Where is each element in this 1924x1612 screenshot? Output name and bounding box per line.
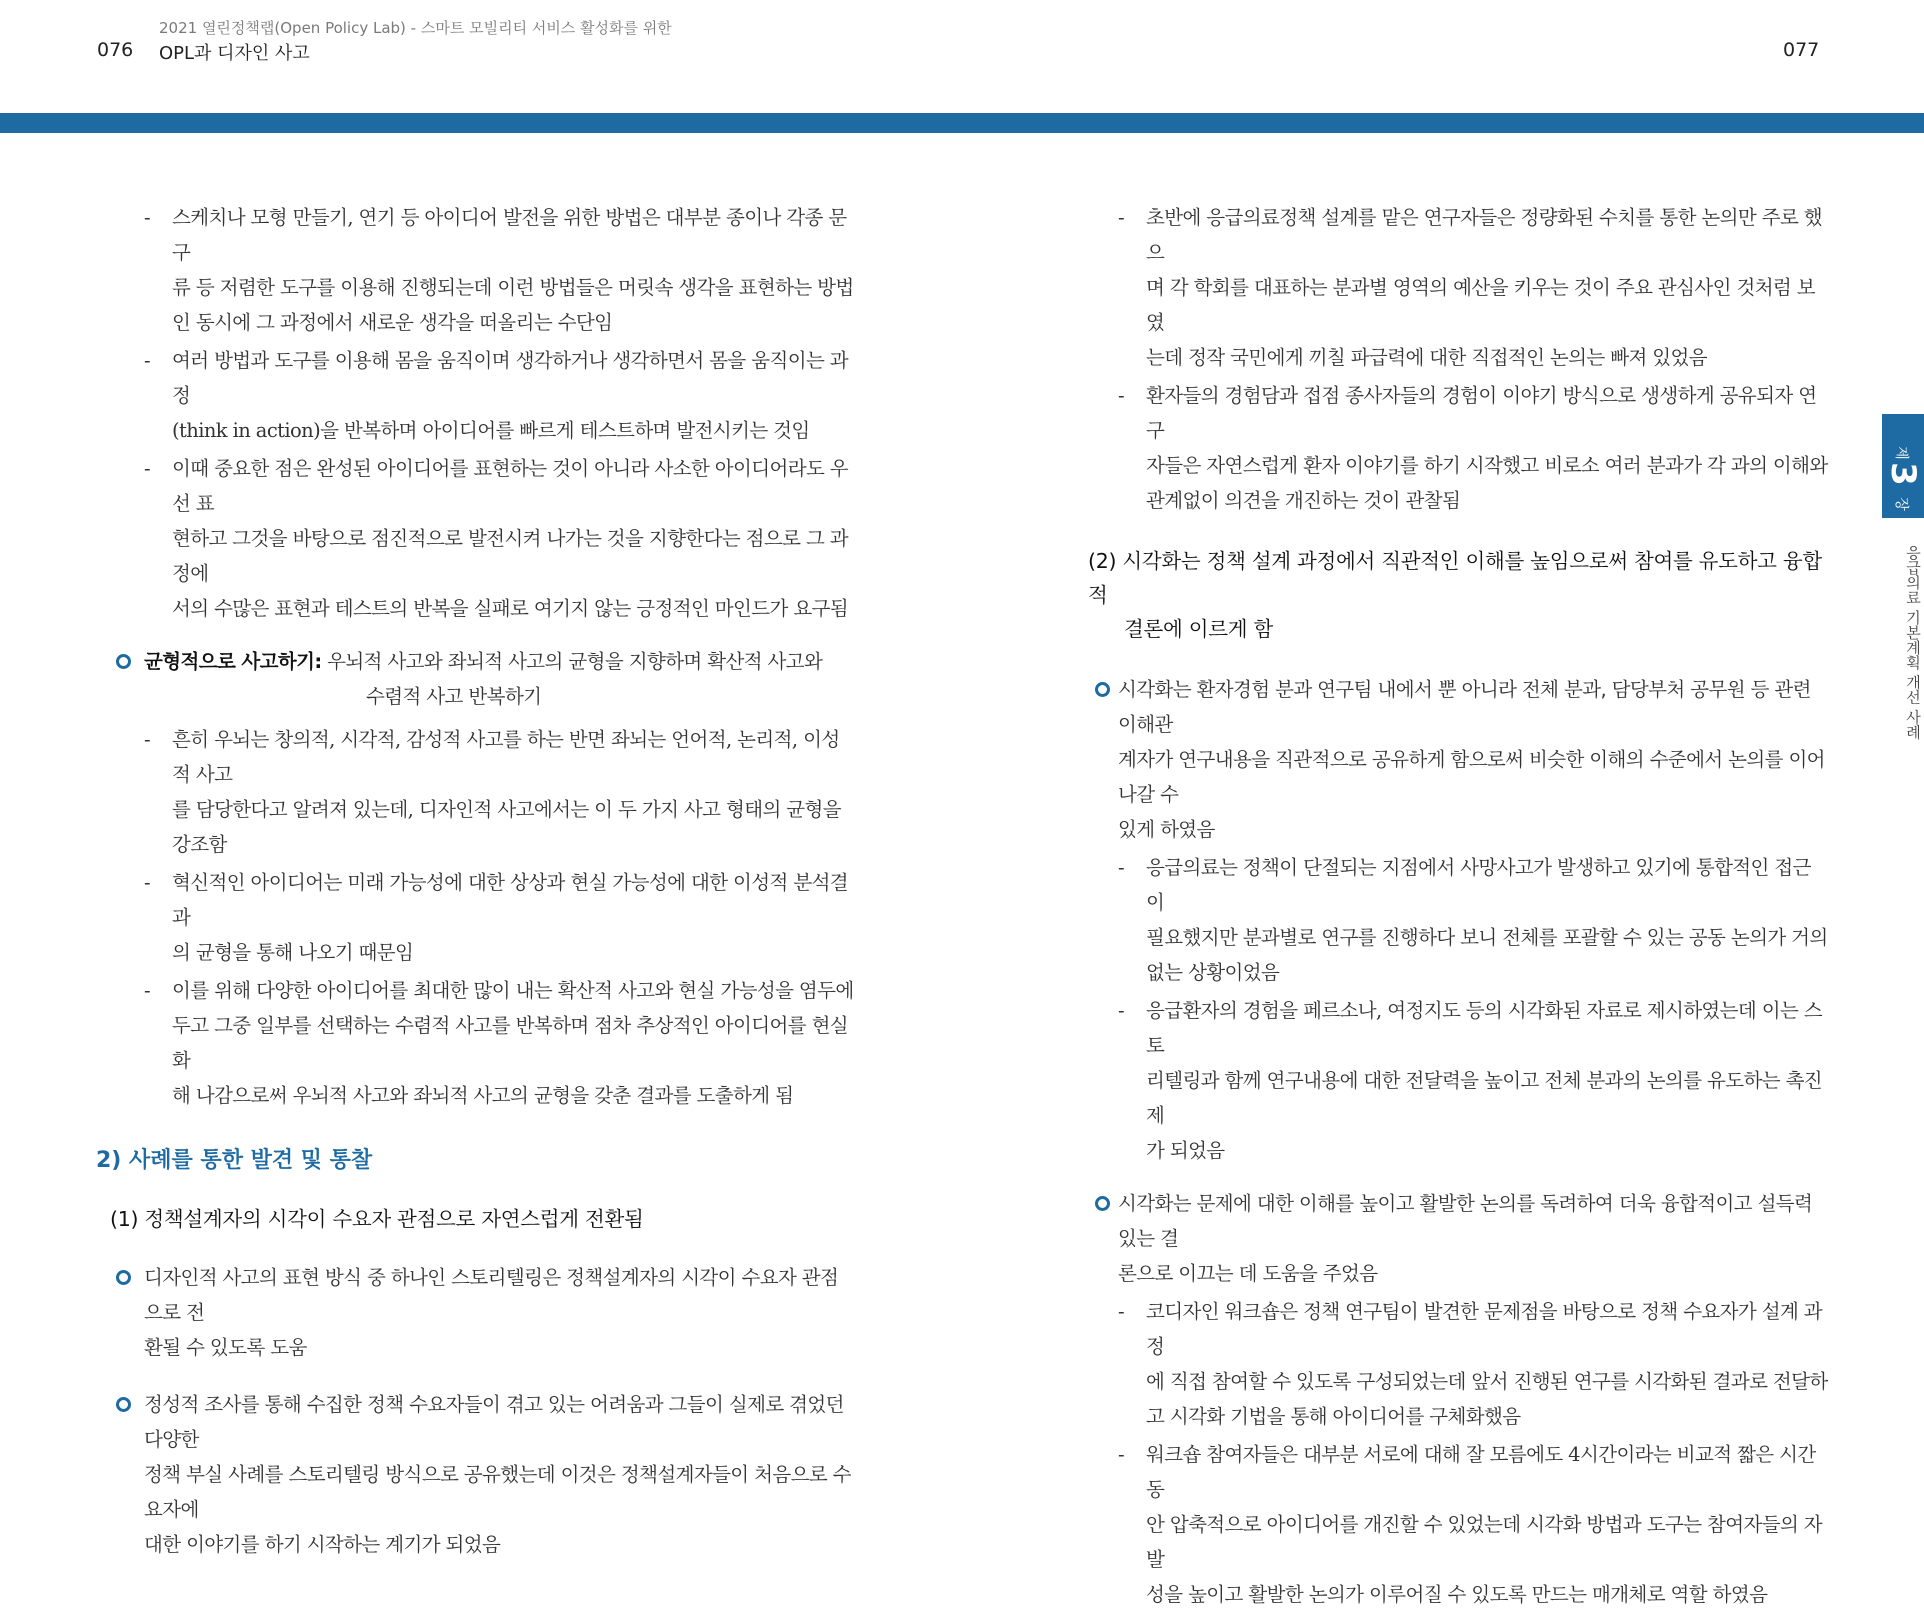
bullet-text: 우뇌적 사고와 좌뇌적 사고의 균형을 지향하며 확산적 사고와 — [327, 650, 823, 673]
dash-item — [1118, 850, 1828, 990]
dash-mark: - — [144, 206, 150, 229]
left-column — [96, 200, 856, 1562]
left-dash-group-b — [96, 722, 856, 1113]
text-line: 코디자인 워크숍은 정책 연구팀이 발견한 문제점을 바탕으로 정책 수요자가 설계 과정 — [1146, 1300, 1823, 1358]
page-number-left: 076 — [97, 39, 134, 61]
dash-item — [1118, 1294, 1828, 1434]
subsection-heading: (1) 정책설계자의 시각이 수요자 관점으로 자연스럽게 전환됨 — [110, 1207, 644, 1231]
dash-mark: - — [1118, 1443, 1124, 1466]
dash-mark: - — [1118, 384, 1124, 407]
dash-item — [1118, 993, 1828, 1168]
dash-item — [1118, 1437, 1828, 1612]
page-number-right: 077 — [1783, 39, 1820, 61]
text-line: 류 등 저렴한 도구를 이용해 진행되는데 이런 방법들은 머릿속 생각을 표현하는 방법 — [172, 276, 854, 299]
text-line: 혁신적인 아이디어는 미래 가능성에 대한 상상과 현실 가능성에 대한 이성적 분석결과 — [172, 871, 849, 929]
dash-item — [144, 722, 856, 862]
bullet-item — [96, 1260, 856, 1365]
circle-bullet-icon — [116, 1397, 131, 1412]
text-line: (think in action)을 반복하며 아이디어를 빠르게 테스트하며 발전시키는 것임 — [172, 419, 810, 442]
subsection-heading — [1088, 544, 1828, 646]
text-line: 며 각 학회를 대표하는 분과별 영역의 예산을 키우는 것이 주요 관심사인 것처럼 보였 — [1146, 276, 1816, 334]
text-line: 여러 방법과 도구를 이용해 몸을 움직이며 생각하거나 생각하면서 몸을 움직이는 과정 — [172, 349, 849, 407]
text-line: 시각화는 환자경험 분과 연구팀 내에서 뿐 아니라 전체 분과, 담당부처 공무원 등 관련 이해관 — [1118, 678, 1811, 736]
text-line: 환자들의 경험담과 접점 종사자들의 경험이 이야기 방식으로 생생하게 공유되자 연구 — [1146, 384, 1817, 442]
text-line: 정책 부실 사례를 스토리텔링 방식으로 공유했는데 이것은 정책설계자들이 처음으로 수요자에 — [144, 1463, 851, 1521]
text-line: 이를 위해 다양한 아이디어를 최대한 많이 내는 확산적 사고와 현실 가능성을 염두에 — [172, 979, 854, 1002]
text-line: 현하고 그것을 바탕으로 점진적으로 발전시켜 나가는 것을 지향한다는 점으로 그 과정에 — [172, 527, 849, 585]
bullet-item — [1088, 1186, 1828, 1291]
right-dash-group-a — [1088, 200, 1828, 518]
chapter-suffix: 장 — [1892, 497, 1909, 511]
text-line: 계자가 연구내용을 직관적으로 공유하게 함으로써 비슷한 이해의 수준에서 논의를 이어나갈 수 — [1118, 748, 1825, 806]
text-line: 리텔링과 함께 연구내용에 대한 전달력을 높이고 전체 분과의 논의를 유도하는 촉진제 — [1146, 1069, 1823, 1127]
right-column — [1088, 200, 1828, 1612]
dash-item — [144, 865, 856, 970]
bullet-item — [1088, 672, 1828, 847]
text-line: 고 시각화 기법을 통해 아이디어를 구체화했음 — [1146, 1405, 1521, 1428]
right-dash-group-c — [1088, 1294, 1828, 1612]
text-line: 를 담당한다고 알려져 있는데, 디자인적 사고에서는 이 두 가지 사고 형태의 균형을 강조함 — [172, 798, 842, 856]
dash-item — [144, 973, 856, 1113]
left-dash-group-a — [96, 200, 856, 626]
text-line: 두고 그중 일부를 선택하는 수렴적 사고를 반복하며 점차 추상적인 아이디어를 현실화 — [172, 1014, 849, 1072]
dash-mark: - — [1118, 999, 1124, 1022]
text-line: 환될 수 있도록 도움 — [144, 1336, 307, 1359]
subsection-line: 결론에 이르게 함 — [1124, 617, 1273, 641]
text-line: 워크숍 참여자들은 대부분 서로에 대해 잘 모름에도 4시간이라는 비교적 짧은 시간 동 — [1146, 1443, 1816, 1501]
chapter-tab — [1882, 414, 1924, 518]
text-line: 서의 수많은 표현과 테스트의 반복을 실패로 여기지 않는 긍정적인 마인드가 요구됨 — [172, 597, 849, 620]
dash-mark: - — [1118, 856, 1124, 879]
text-line: 는데 정작 국민에게 끼칠 파급력에 대한 직접적인 논의는 빠져 있었음 — [1146, 346, 1708, 369]
chapter-number: 3 — [1882, 462, 1923, 486]
circle-bullet-icon — [1095, 1196, 1110, 1211]
dash-mark: - — [1118, 1300, 1124, 1323]
text-line: 있게 하였음 — [1118, 818, 1215, 841]
text-line: 인 동시에 그 과정에서 새로운 생각을 떠올리는 수단임 — [172, 311, 613, 334]
text-line: 성을 높이고 활발한 논의가 이루어질 수 있도록 만드는 매개체로 역할 하였음 — [1146, 1583, 1768, 1606]
dash-item — [144, 343, 856, 448]
text-line: 응급의료는 정책이 단절되는 지점에서 사망사고가 발생하고 있기에 통합적인 접근이 — [1146, 856, 1811, 914]
text-line: 론으로 이끄는 데 도움을 주었음 — [1118, 1262, 1378, 1285]
side-chapter-label: 응급의료 기본계획 개선 사례 — [1904, 545, 1922, 740]
text-line: 자들은 자연스럽게 환자 이야기를 하기 시작했고 비로소 여러 분과가 각 과의 이해와 — [1146, 454, 1828, 477]
text-line: 대한 이야기를 하기 시작하는 계기가 되었음 — [144, 1533, 501, 1556]
circle-bullet-icon — [1095, 682, 1110, 697]
dash-item — [1118, 200, 1828, 375]
right-dash-group-b — [1088, 850, 1828, 1168]
text-line: 수렴적 사고 반복하기 — [366, 685, 542, 708]
bullet-lead: 균형적으로 사고하기: — [144, 650, 322, 673]
chapter-prefix: 제 — [1892, 446, 1909, 460]
header-title: OPL과 디자인 사고 — [159, 43, 310, 64]
subsection-line: (2) 시각화는 정책 설계 과정에서 직관적인 이해를 높임으로써 참여를 유도하고 융합적 — [1088, 549, 1822, 607]
dash-item — [144, 451, 856, 626]
dash-mark: - — [144, 349, 150, 372]
text-line: 의 균형을 통해 나오기 때문임 — [172, 941, 414, 964]
text-line: 에 직접 참여할 수 있도록 구성되었는데 앞서 진행된 연구를 시각화된 결과로 전달하 — [1146, 1370, 1828, 1393]
text-line: 흔히 우뇌는 창의적, 시각적, 감성적 사고를 하는 반면 좌뇌는 언어적, 논리적, 이성적 사고 — [172, 728, 840, 786]
text-line: 관계없이 의견을 개진하는 것이 관찰됨 — [1146, 489, 1461, 512]
text-line — [144, 644, 856, 679]
dash-mark: - — [144, 457, 150, 480]
text-line: 시각화는 문제에 대한 이해를 높이고 활발한 논의를 독려하여 더욱 융합적이고 설득력 있는 결 — [1118, 1192, 1813, 1250]
dash-item — [1118, 378, 1828, 518]
dash-mark: - — [144, 979, 150, 1002]
text-line: 안 압축적으로 아이디어를 개진할 수 있었는데 시각화 방법과 도구는 참여자들의 자발 — [1146, 1513, 1823, 1571]
text-line: 디자인적 사고의 표현 방식 중 하나인 스토리텔링은 정책설계자의 시각이 수요자 관점으로 전 — [144, 1266, 839, 1324]
text-line: 초반에 응급의료정책 설계를 맡은 연구자들은 정량화된 수치를 통한 논의만 주로 했으 — [1146, 206, 1823, 264]
balance-bullet — [96, 644, 856, 714]
text-line: 없는 상황이었음 — [1146, 961, 1280, 984]
bullet-item — [96, 1387, 856, 1562]
text-line: 응급환자의 경험을 페르소나, 여정지도 등의 시각화된 자료로 제시하였는데 이는 스토 — [1146, 999, 1823, 1057]
text-line: 해 나감으로써 우뇌적 사고와 좌뇌적 사고의 균형을 갖춘 결과를 도출하게 됨 — [172, 1084, 794, 1107]
circle-bullet-icon — [116, 1270, 131, 1285]
circle-bullet-icon — [116, 654, 131, 669]
text-line: 가 되었음 — [1146, 1139, 1225, 1162]
text-line: 이때 중요한 점은 완성된 아이디어를 표현하는 것이 아니라 사소한 아이디어라도 우선 표 — [172, 457, 849, 515]
text-line: 스케치나 모형 만들기, 연기 등 아이디어 발전을 위한 방법은 대부분 종이나 각종 문구 — [172, 206, 847, 264]
dash-mark: - — [144, 871, 150, 894]
header-subtitle: 2021 열린정책랩(Open Policy Lab) - 스마트 모빌리티 서비스 활성화를 위한 — [159, 19, 672, 37]
text-line: 필요했지만 분과별로 연구를 진행하다 보니 전체를 포괄할 수 있는 공동 논의가 거의 — [1146, 926, 1828, 949]
header-band — [0, 113, 1924, 133]
dash-mark: - — [1118, 206, 1124, 229]
text-line: 정성적 조사를 통해 수집한 정책 수요자들이 겪고 있는 어려움과 그들이 실제로 겪었던 다양한 — [144, 1393, 844, 1451]
dash-mark: - — [144, 728, 150, 751]
section-heading: 2) 사례를 통한 발견 및 통찰 — [96, 1148, 373, 1173]
dash-item — [144, 200, 856, 340]
